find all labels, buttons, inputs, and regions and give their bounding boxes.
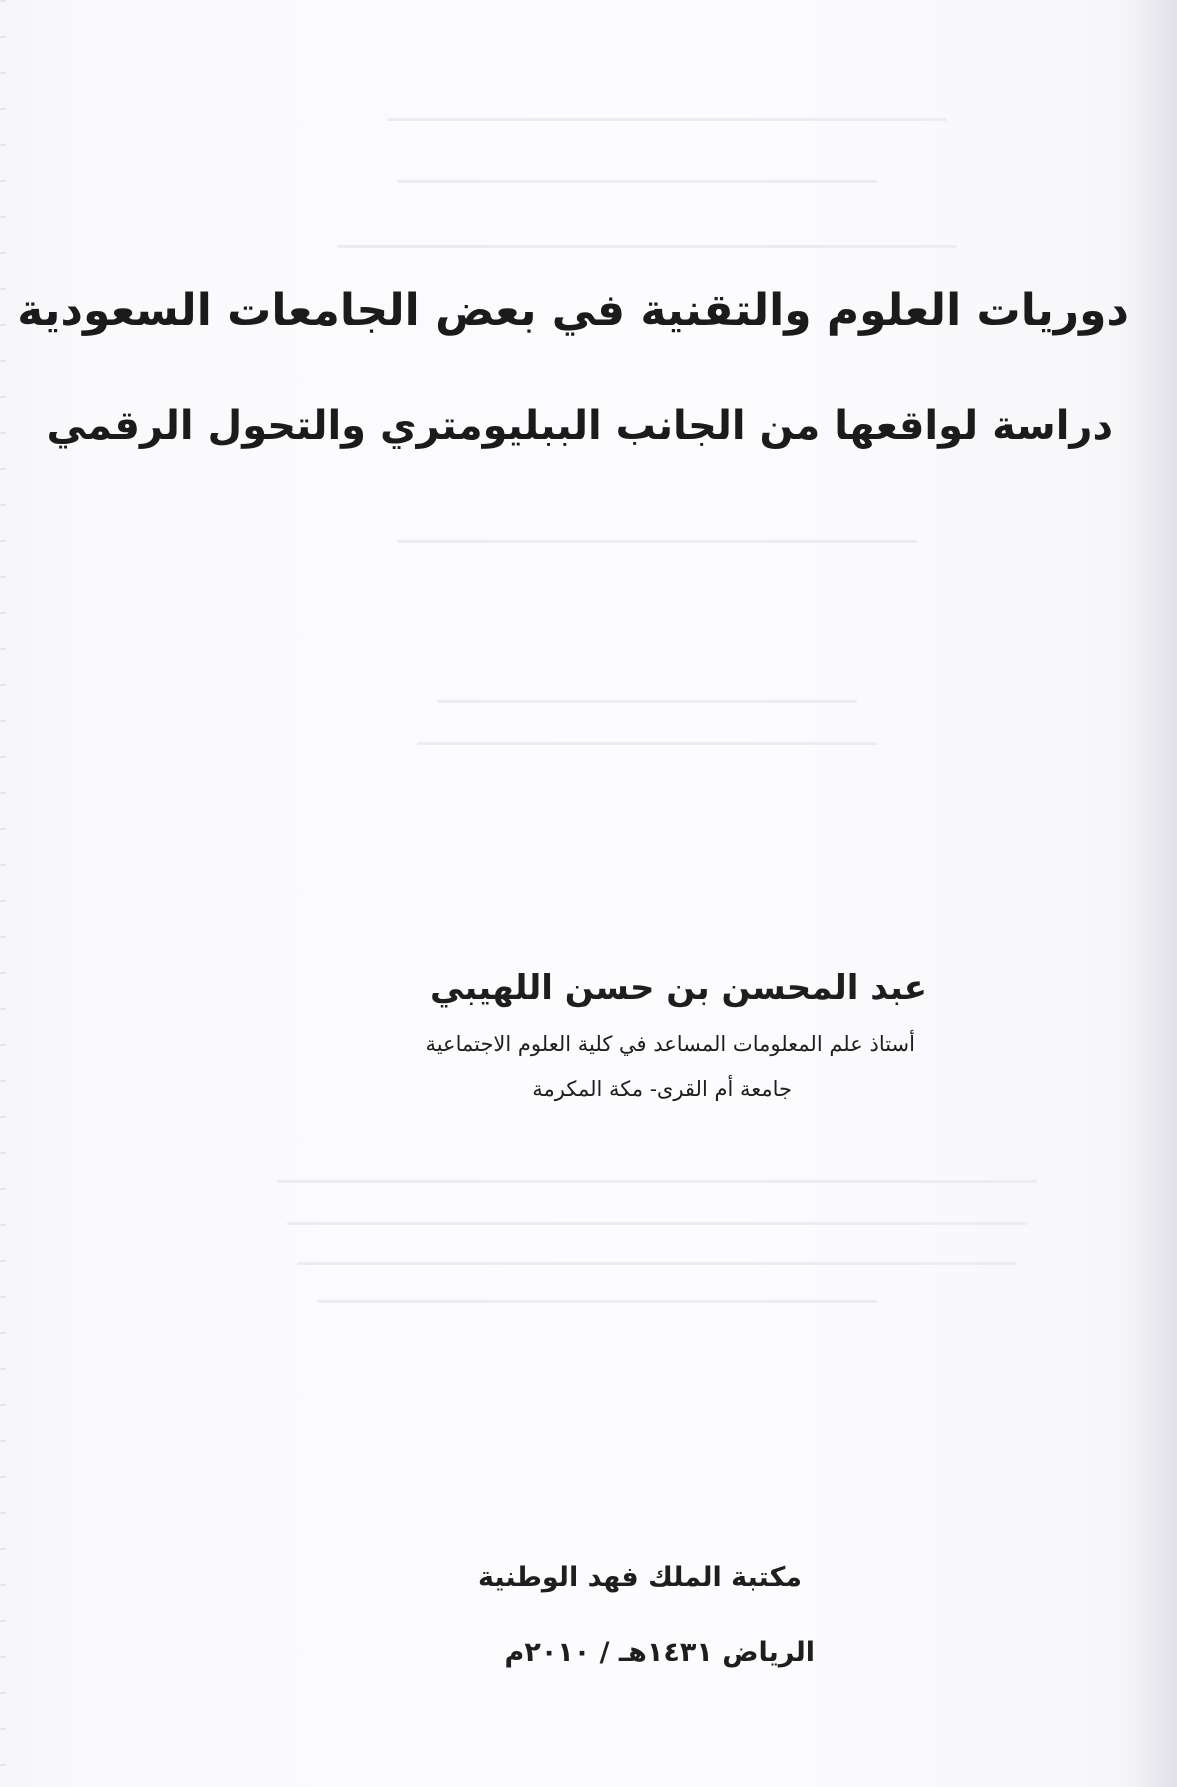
book-title-line-2: دراسة لواقعها من الجانب الببليومتري والتحول الرقمي bbox=[46, 403, 1113, 449]
show-through-line bbox=[277, 1180, 1037, 1183]
show-through-line bbox=[387, 118, 947, 121]
publication-place-date: الرياض ١٤٣١هـ / ٢٠١٠م bbox=[504, 1637, 815, 1668]
show-through-line bbox=[297, 1262, 1017, 1265]
show-through-line bbox=[417, 742, 877, 745]
author-block bbox=[227, 968, 927, 1102]
author-position: أستاذ علم المعلومات المساعد في كلية العلوم الاجتماعية bbox=[425, 1032, 915, 1056]
show-through-line bbox=[287, 1222, 1027, 1225]
show-through-line bbox=[397, 180, 877, 183]
author-university: جامعة أم القرى- مكة المكرمة bbox=[532, 1077, 792, 1102]
show-through-line bbox=[337, 245, 957, 248]
book-title-line-1: دوريات العلوم والتقنية في بعض الجامعات السعودية bbox=[17, 285, 1129, 336]
show-through-line bbox=[437, 700, 857, 703]
page-right-edge-shadow bbox=[1137, 0, 1177, 1787]
author-name: عبد المحسن بن حسن اللهيبي bbox=[430, 968, 927, 1008]
show-through-line bbox=[317, 1300, 877, 1303]
publisher-name: مكتبة الملك فهد الوطنية bbox=[478, 1562, 802, 1593]
page-left-edge bbox=[0, 0, 6, 1787]
show-through-line bbox=[397, 540, 917, 543]
